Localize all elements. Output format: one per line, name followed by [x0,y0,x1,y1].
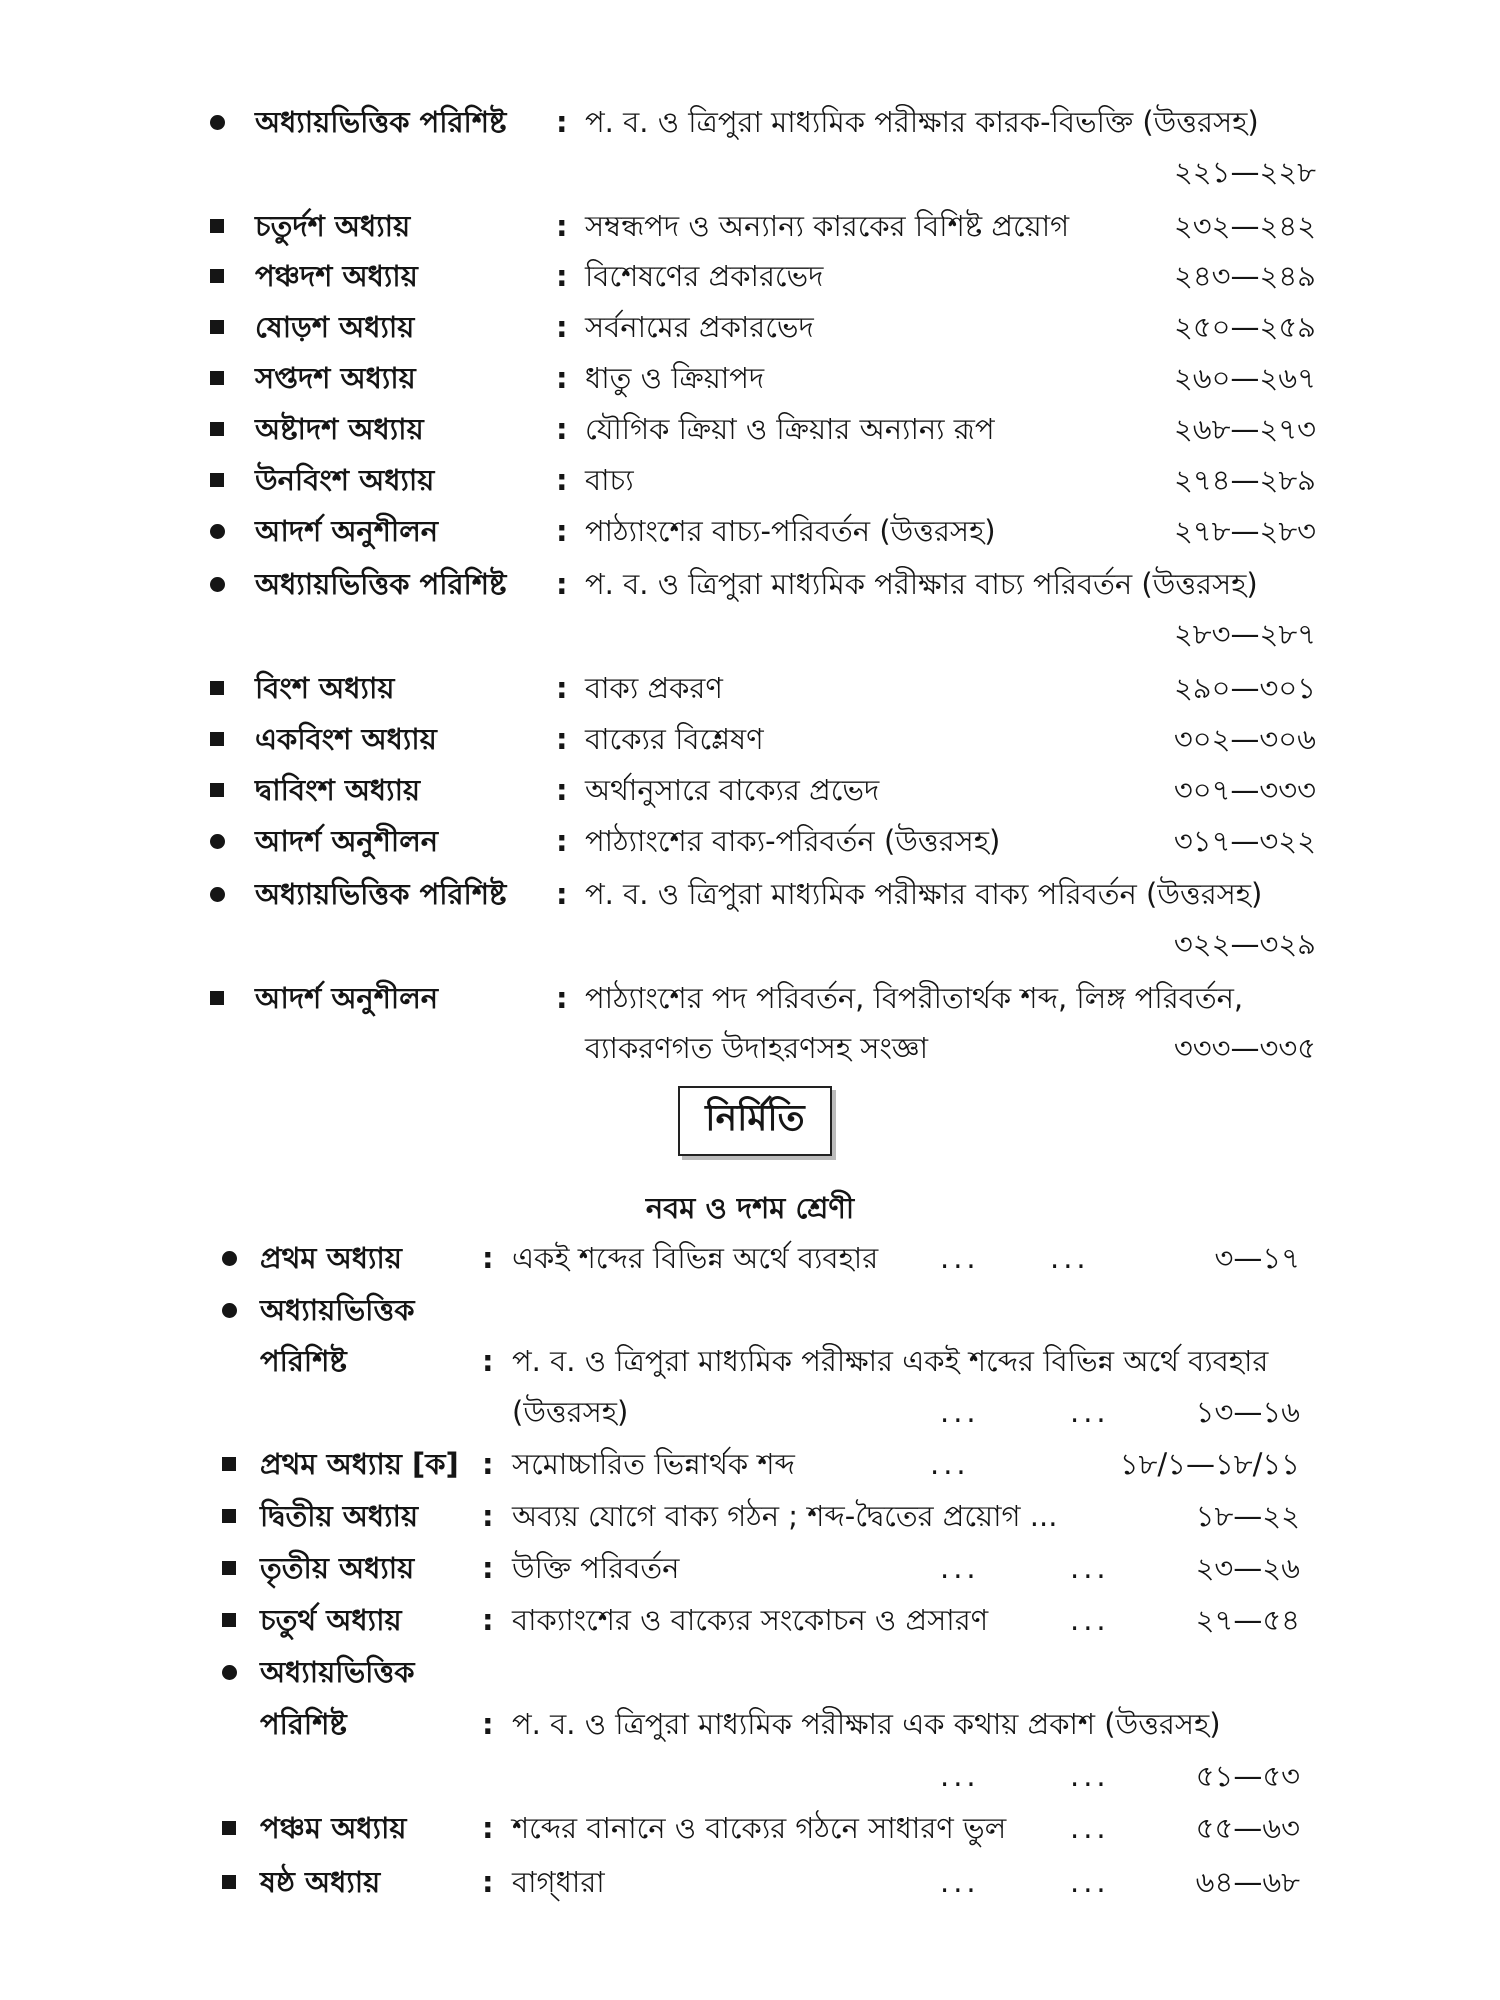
entry-description: প. ব. ও ত্রিপুরা মাধ্যমিক পরীক্ষার একই শব্দের বিভিন্ন অর্থে ব্যবহার [512,1344,1269,1378]
entry-label: উনবিংশ অধ্যায় [255,463,435,497]
entry-colon: : [556,722,568,756]
entry-description: শব্দের বানানে ও বাক্যের গঠনে সাধারণ ভুল [512,1811,1007,1845]
entry-description: পাঠ্যাংশের পদ পরিবর্তন, বিপরীতার্থক শব্দ, লিঙ্গ পরিবর্তন, [585,981,1244,1015]
entry-pages: ৫৫—৬৩ [1195,1811,1300,1845]
entry-description: বাক্য প্রকরণ [585,671,723,705]
bullet-square-icon [222,1613,236,1627]
toc-entry [0,670,1500,710]
leader-dots: ... [940,1551,980,1585]
entry-pages: ৩০২—৩০৬ [1173,722,1316,756]
toc-entry [0,462,1500,502]
toc-entry [0,1550,1500,1590]
leader-dots: ... [940,1759,980,1793]
entry-colon: : [482,1344,494,1378]
bullet-square-icon [210,320,224,334]
entry-label: চতুর্থ অধ্যায় [260,1603,402,1637]
entry-colon: : [482,1865,494,1899]
entry-pages: ২৭—৫৪ [1195,1603,1300,1637]
entry-colon: : [482,1707,494,1741]
entry-pages: ২৬০—২৬৭ [1173,361,1316,395]
toc-entry-continuation [0,1394,1500,1434]
entry-label: ষষ্ঠ অধ্যায় [260,1865,381,1899]
leader-dots: ... [1070,1395,1110,1429]
bullet-dot-icon [210,524,225,539]
toc-entry [0,411,1500,451]
entry-pages: ৬৪—৬৮ [1195,1865,1300,1899]
entry-pages: ৩৩৩—৩৩৫ [1173,1031,1316,1065]
toc-entry-continuation [0,1758,1500,1798]
toc-entry [0,309,1500,349]
section-title-box [678,1086,832,1156]
entry-label: আদর্শ অনুশীলন [255,514,439,548]
entry-label: একবিংশ অধ্যায় [255,722,437,756]
leader-dots: ... [940,1865,980,1899]
entry-description: যৌগিক ক্রিয়া ও ক্রিয়ার অন্যান্য রূপ [585,412,995,446]
toc-entry [0,1654,1500,1694]
bullet-dot-icon [222,1251,237,1266]
entry-pages: ৩২২—৩২৯ [1173,927,1316,961]
entry-pages: ২৩২—২৪২ [1173,209,1316,243]
entry-description: পাঠ্যাংশের বাচ্য-পরিবর্তন (উত্তরসহ) [585,514,996,548]
bullet-square-icon [210,681,224,695]
bullet-square-icon [222,1457,236,1471]
entry-description: বিশেষণের প্রকারভেদ [585,259,824,293]
entry-colon: : [556,209,568,243]
toc-entry [0,876,1500,916]
entry-label: অধ্যায়ভিত্তিক [260,1655,415,1689]
entry-pages: ৩০৭—৩৩৩ [1173,773,1316,807]
entry-label: অধ্যায়ভিত্তিক পরিশিষ্ট [255,877,507,911]
bullet-square-icon [222,1509,236,1523]
bullet-square-icon [210,991,224,1005]
bullet-dot-icon [210,887,225,902]
entry-label: অধ্যায়ভিত্তিক পরিশিষ্ট [255,567,507,601]
leader-dots: ... [1070,1603,1110,1637]
bullet-dot-icon [222,1665,237,1680]
bullet-square-icon [210,219,224,233]
entry-description: বাচ্য [585,463,634,497]
entry-colon: : [556,259,568,293]
bullet-square-icon [210,732,224,746]
bullet-square-icon [210,473,224,487]
entry-colon: : [556,310,568,344]
toc-entry-pages-line [0,616,1500,656]
bullet-square-icon [222,1821,236,1835]
entry-label: প্রথম অধ্যায় [260,1241,402,1275]
toc-entry [0,104,1500,144]
entry-description: বাক্যের বিশ্লেষণ [585,722,764,756]
entry-description: সমোচ্চারিত ভিন্নার্থক শব্দ [512,1447,795,1481]
toc-entry [0,772,1500,812]
bullet-dot-icon [210,834,225,849]
entry-pages: ৩—১৭ [1214,1241,1300,1275]
entry-colon: : [556,361,568,395]
toc-entry [0,823,1500,863]
entry-label: আদর্শ অনুশীলন [255,981,439,1015]
entry-pages: ২৭৮—২৮৩ [1173,514,1316,548]
entry-label: বিংশ অধ্যায় [255,671,395,705]
entry-colon: : [556,463,568,497]
leader-dots: ... [1070,1551,1110,1585]
leader-dots: ... [1070,1865,1110,1899]
entry-description: অর্থানুসারে বাক্যের প্রভেদ [585,773,880,807]
entry-description-line2: (উত্তরসহ) [512,1395,629,1429]
entry-label: প্রথম অধ্যায় [ক] [260,1447,459,1481]
entry-label: অধ্যায়ভিত্তিক পরিশিষ্ট [255,105,507,139]
entry-colon: : [482,1499,494,1533]
entry-label: দ্বিতীয় অধ্যায় [260,1499,419,1533]
entry-colon: : [556,514,568,548]
entry-description: প. ব. ও ত্রিপুরা মাধ্যমিক পরীক্ষার এক কথায় প্রকাশ (উত্তরসহ) [512,1707,1221,1741]
entry-label: অধ্যায়ভিত্তিক [260,1293,415,1327]
bullet-square-icon [222,1561,236,1575]
leader-dots: ... [1050,1241,1090,1275]
toc-entry-continuation [0,1030,1500,1070]
bullet-square-icon [210,422,224,436]
entry-pages: ২৫০—২৫৯ [1173,310,1316,344]
entry-colon: : [482,1447,494,1481]
toc-entry [0,566,1500,606]
entry-colon: : [556,671,568,705]
entry-pages: ২৯০—৩০১ [1173,671,1316,705]
entry-label: পঞ্চদশ অধ্যায় [255,259,418,293]
entry-colon: : [482,1241,494,1275]
entry-label: আদর্শ অনুশীলন [255,824,439,858]
toc-entry-continuation [0,1343,1500,1383]
entry-label: তৃতীয় অধ্যায় [260,1551,415,1585]
entry-pages: ২২১—২২৮ [1173,155,1316,189]
entry-label-line2: পরিশিষ্ট [260,1707,347,1741]
entry-description: প. ব. ও ত্রিপুরা মাধ্যমিক পরীক্ষার বাক্য পরিবর্তন (উত্তরসহ) [585,877,1263,911]
toc-entry [0,258,1500,298]
toc-entry-pages-line [0,926,1500,966]
entry-description: উক্তি পরিবর্তন [512,1551,680,1585]
entry-pages: ৫১—৫৩ [1195,1759,1300,1793]
bullet-square-icon [210,783,224,797]
entry-pages: ১৮/১—১৮/১১ [1119,1447,1300,1481]
entry-colon: : [482,1603,494,1637]
entry-colon: : [556,877,568,911]
toc-entry [0,1810,1500,1850]
entry-label-line2: পরিশিষ্ট [260,1344,347,1378]
entry-pages: ২৩—২৬ [1195,1551,1300,1585]
toc-entry [0,1864,1500,1904]
entry-colon: : [556,105,568,139]
toc-entry [0,360,1500,400]
entry-pages: ৩১৭—৩২২ [1173,824,1316,858]
entry-label: চতুর্দশ অধ্যায় [255,209,411,243]
leader-dots: ... [1070,1759,1110,1793]
entry-description: বাগ্‌ধারা [512,1865,605,1899]
section-subtitle: নবম ও দশম শ্রেণী [645,1191,855,1225]
entry-description: অব্যয় যোগে বাক্য গঠন ; শব্দ-দ্বৈতের প্রয়োগ ... [512,1499,1058,1533]
entry-label: সপ্তদশ অধ্যায় [255,361,416,395]
entry-description: ধাতু ও ক্রিয়াপদ [585,361,765,395]
bullet-square-icon [210,371,224,385]
entry-description: পাঠ্যাংশের বাক্য-পরিবর্তন (উত্তরসহ) [585,824,1001,858]
toc-entry [0,1602,1500,1642]
entry-colon: : [556,773,568,807]
entry-description: বাক্যাংশের ও বাক্যের সংকোচন ও প্রসারণ [512,1603,989,1637]
bullet-square-icon [222,1875,236,1889]
entry-label: দ্বাবিংশ অধ্যায় [255,773,421,807]
toc-entry [0,1292,1500,1332]
toc-entry [0,513,1500,553]
toc-entry [0,1240,1500,1280]
entry-pages: ২৭৪—২৮৯ [1173,463,1316,497]
entry-colon: : [556,412,568,446]
entry-colon: : [482,1811,494,1845]
entry-description: সর্বনামের প্রকারভেদ [585,310,814,344]
toc-entry [0,208,1500,248]
leader-dots: ... [1070,1811,1110,1845]
leader-dots: ... [940,1395,980,1429]
entry-description: প. ব. ও ত্রিপুরা মাধ্যমিক পরীক্ষার কারক-বিভক্তি (উত্তরসহ) [585,105,1259,139]
entry-description: প. ব. ও ত্রিপুরা মাধ্যমিক পরীক্ষার বাচ্য পরিবর্তন (উত্তরসহ) [585,567,1258,601]
toc-entry-continuation [0,1706,1500,1746]
entry-label: ষোড়শ অধ্যায় [255,310,415,344]
bullet-dot-icon [210,115,225,130]
toc-entry [0,1446,1500,1486]
entry-colon: : [482,1551,494,1585]
bullet-square-icon [210,269,224,283]
entry-description: একই শব্দের বিভিন্ন অর্থে ব্যবহার [512,1241,879,1275]
bullet-dot-icon [222,1303,237,1318]
section-title: নির্মিতি [705,1098,805,1139]
entry-pages: ২৪৩—২৪৯ [1173,259,1316,293]
toc-entry [0,1498,1500,1538]
entry-pages: ২৮৩—২৮৭ [1173,617,1316,651]
entry-pages: ১৮—২২ [1195,1499,1300,1533]
entry-pages: ২৬৮—২৭৩ [1173,412,1316,446]
entry-label: পঞ্চম অধ্যায় [260,1811,407,1845]
entry-pages: ১৩—১৬ [1195,1395,1300,1429]
entry-colon: : [556,567,568,601]
leader-dots: ... [930,1447,970,1481]
entry-colon: : [556,981,568,1015]
entry-colon: : [556,824,568,858]
entry-label: অষ্টাদশ অধ্যায় [255,412,424,446]
toc-entry [0,721,1500,761]
toc-entry-pages-line [0,154,1500,194]
entry-description: সম্বন্ধপদ ও অন্যান্য কারকের বিশিষ্ট প্রয়োগ [585,209,1070,243]
entry-description-line2: ব্যাকরণগত উদাহরণসহ সংজ্ঞা [585,1031,929,1065]
toc-entry [0,980,1500,1020]
leader-dots: ... [940,1241,980,1275]
bullet-dot-icon [210,577,225,592]
